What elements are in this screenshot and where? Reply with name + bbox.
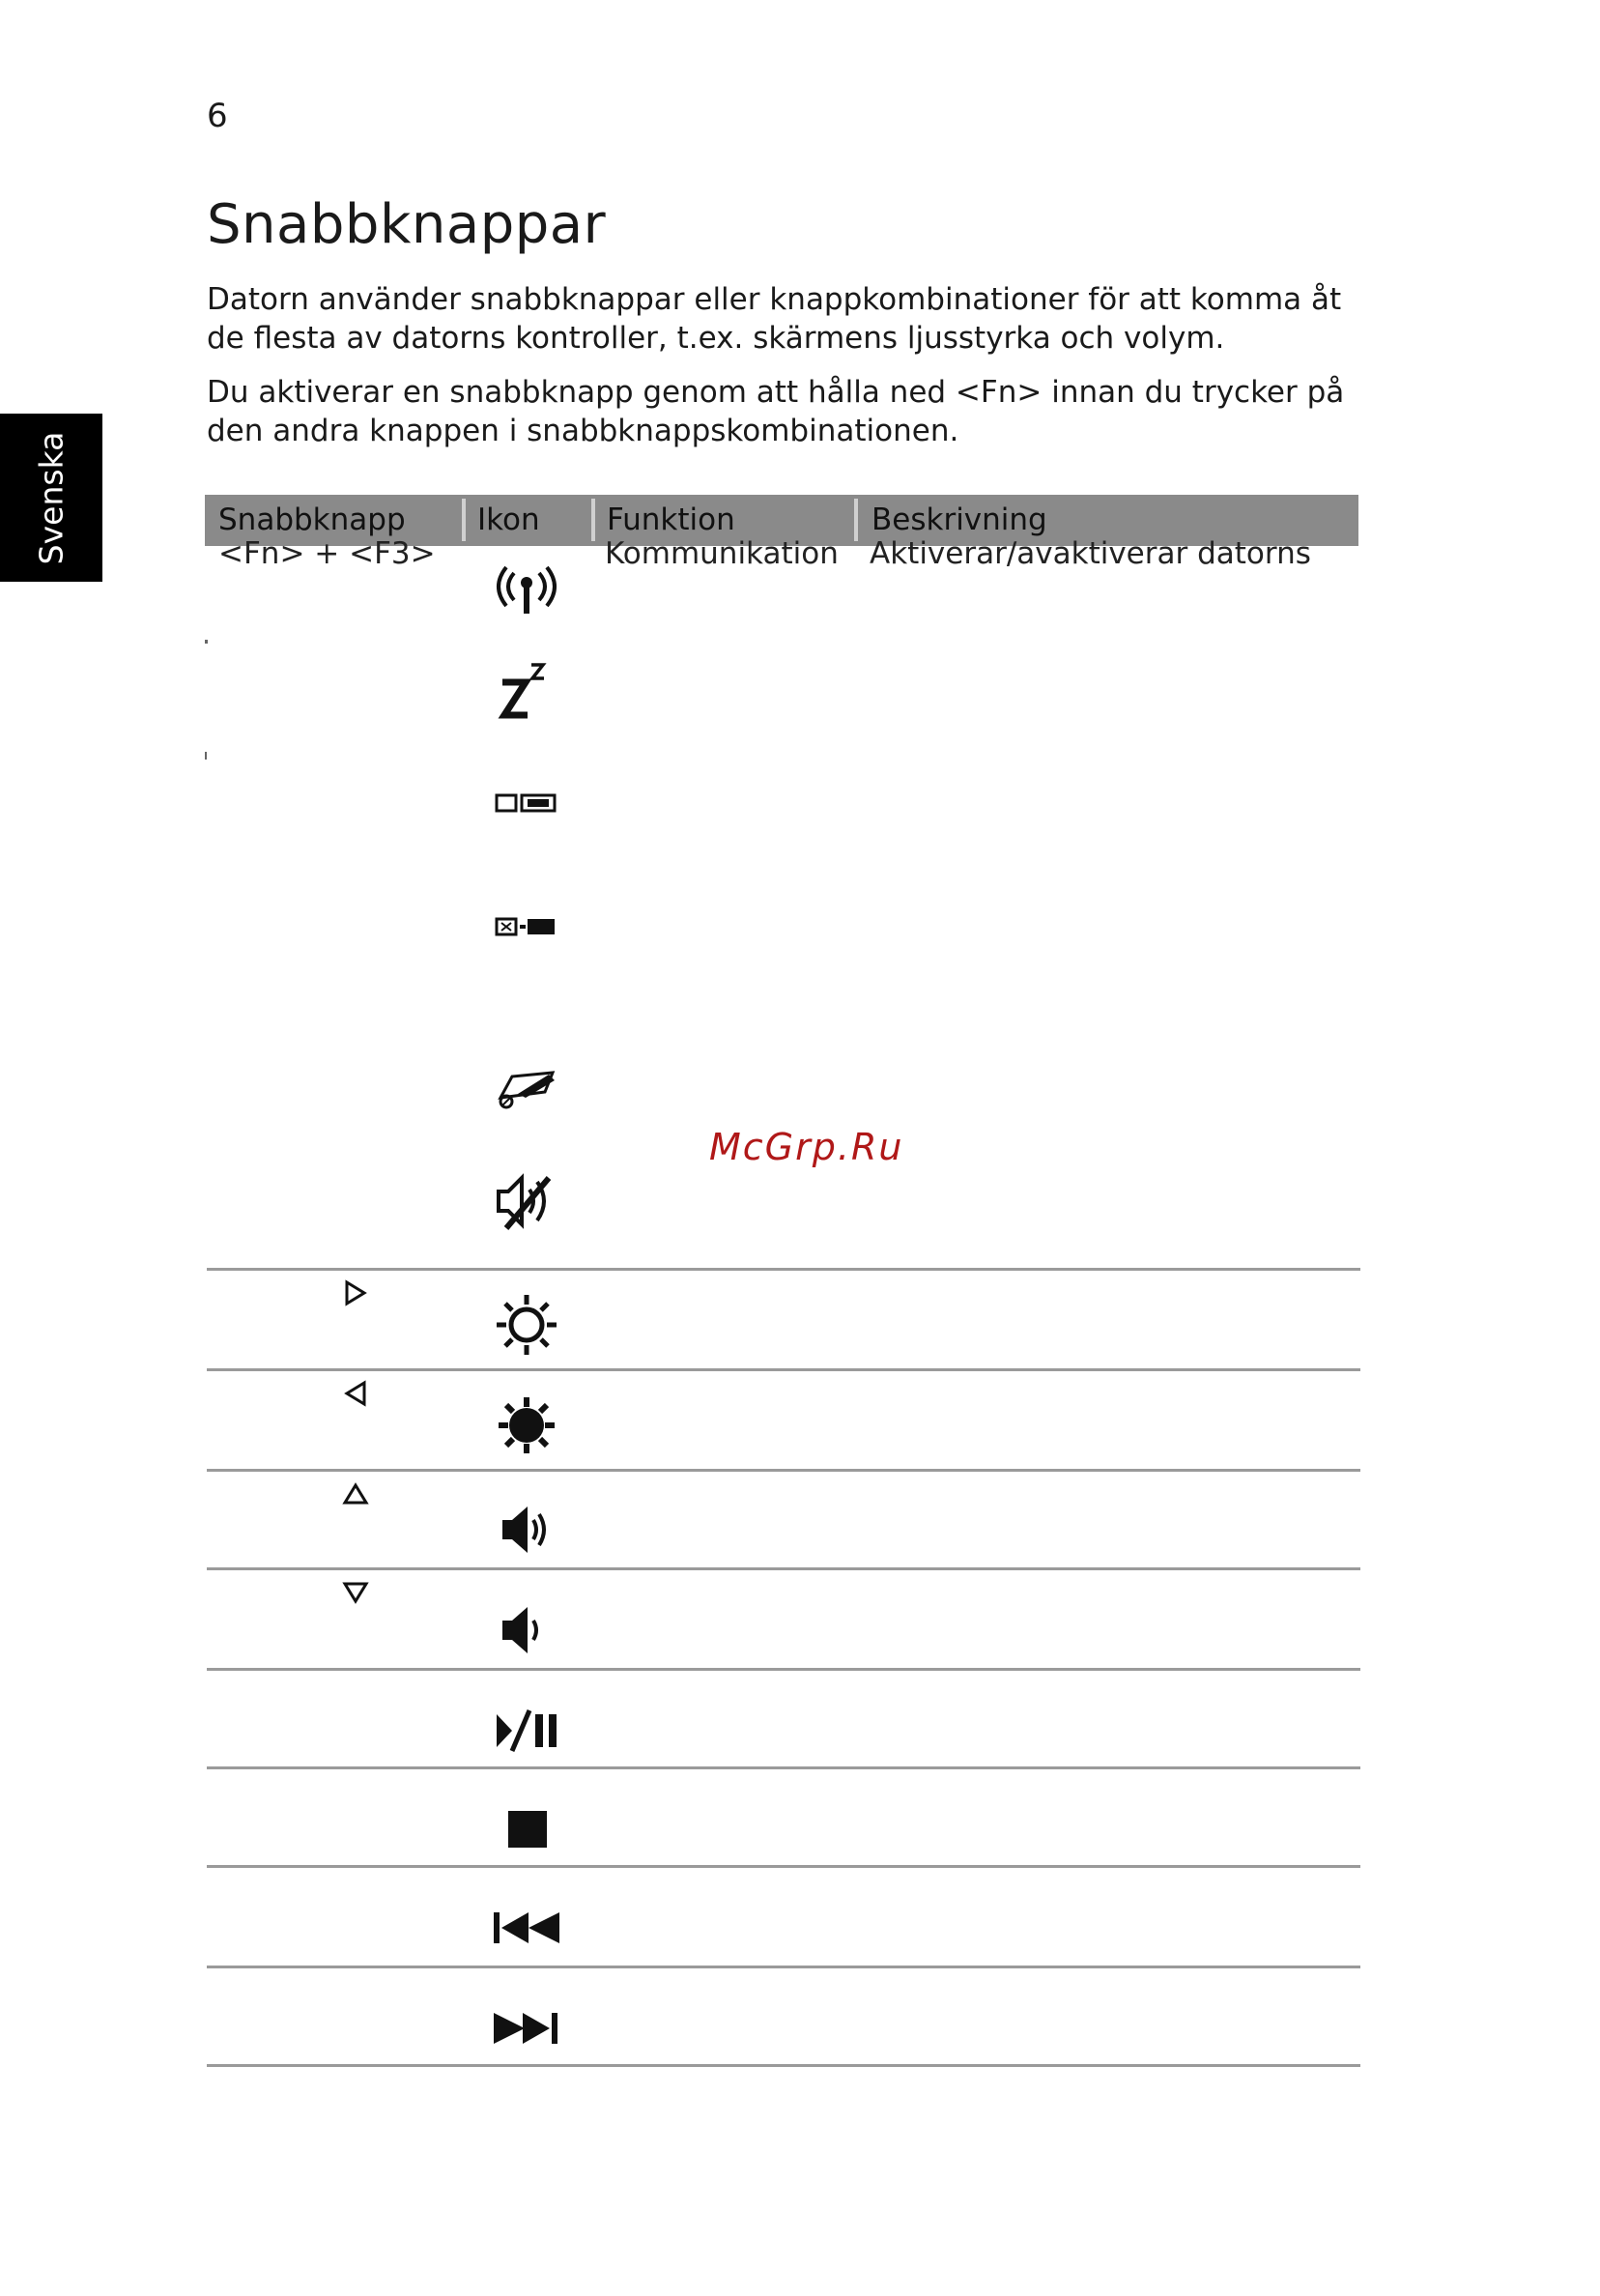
volume-down-icon bbox=[483, 1596, 570, 1664]
arrow-right-icon bbox=[342, 1279, 369, 1306]
row-divider bbox=[207, 1966, 1360, 1968]
language-side-tab-label: Svenska bbox=[32, 431, 71, 564]
scan-speck bbox=[205, 640, 208, 644]
header-description: Beskrivning bbox=[871, 502, 1047, 537]
play-pause-icon bbox=[483, 1697, 570, 1765]
intro-paragraph: Datorn använder snabbknappar eller knappkombinationer för att komma åt de flesta av datorns kontroller, t.ex. skärmens ljusstyrka och volym. bbox=[207, 282, 1342, 356]
arrow-up-icon bbox=[342, 1480, 369, 1507]
scan-speck bbox=[205, 752, 207, 760]
page-number: 6 bbox=[207, 97, 228, 135]
header-divider bbox=[854, 499, 858, 541]
header-hotkey: Snabbknapp bbox=[218, 502, 406, 537]
speaker-toggle-icon bbox=[483, 1167, 570, 1235]
row-divider bbox=[207, 1865, 1360, 1868]
header-icon: Ikon bbox=[477, 502, 540, 537]
brightness-up-icon bbox=[483, 1291, 570, 1359]
cut-description: Aktiverar/avaktiverar datorns bbox=[870, 536, 1311, 571]
page-title: Snabbknappar bbox=[207, 193, 607, 256]
instruction-paragraph: Du aktiverar en snabbknapp genom att hålla ned <Fn> innan du trycker på den andra knappen i snabbknappskombinationen. bbox=[207, 375, 1345, 448]
display-toggle-icon bbox=[483, 769, 570, 837]
row-divider bbox=[207, 1567, 1360, 1570]
row-divider bbox=[207, 1469, 1360, 1472]
watermark: McGrp.Ru bbox=[709, 1126, 904, 1168]
header-divider bbox=[591, 499, 595, 541]
arrow-left-icon bbox=[342, 1380, 369, 1407]
language-side-tab bbox=[0, 414, 102, 582]
screen-blank-icon bbox=[483, 893, 570, 961]
brightness-down-icon bbox=[483, 1392, 570, 1459]
volume-up-icon bbox=[483, 1496, 570, 1564]
arrow-down-icon bbox=[342, 1579, 369, 1606]
row-divider bbox=[207, 1268, 1360, 1271]
row-divider bbox=[207, 2064, 1360, 2067]
sleep-icon bbox=[483, 657, 570, 725]
stop-icon bbox=[483, 1795, 570, 1863]
next-track-icon bbox=[483, 1995, 570, 2062]
touchpad-toggle-icon bbox=[483, 1053, 570, 1121]
row-divider bbox=[207, 1368, 1360, 1371]
row-divider bbox=[207, 1766, 1360, 1769]
previous-track-icon bbox=[483, 1894, 570, 1962]
cut-hotkey: <Fn> + <F3> bbox=[218, 536, 436, 571]
header-function: Funktion bbox=[607, 502, 735, 537]
cut-function: Kommunikation bbox=[605, 536, 839, 571]
row-divider bbox=[207, 1668, 1360, 1671]
wireless-communication-icon bbox=[483, 557, 570, 624]
header-divider bbox=[462, 499, 466, 541]
